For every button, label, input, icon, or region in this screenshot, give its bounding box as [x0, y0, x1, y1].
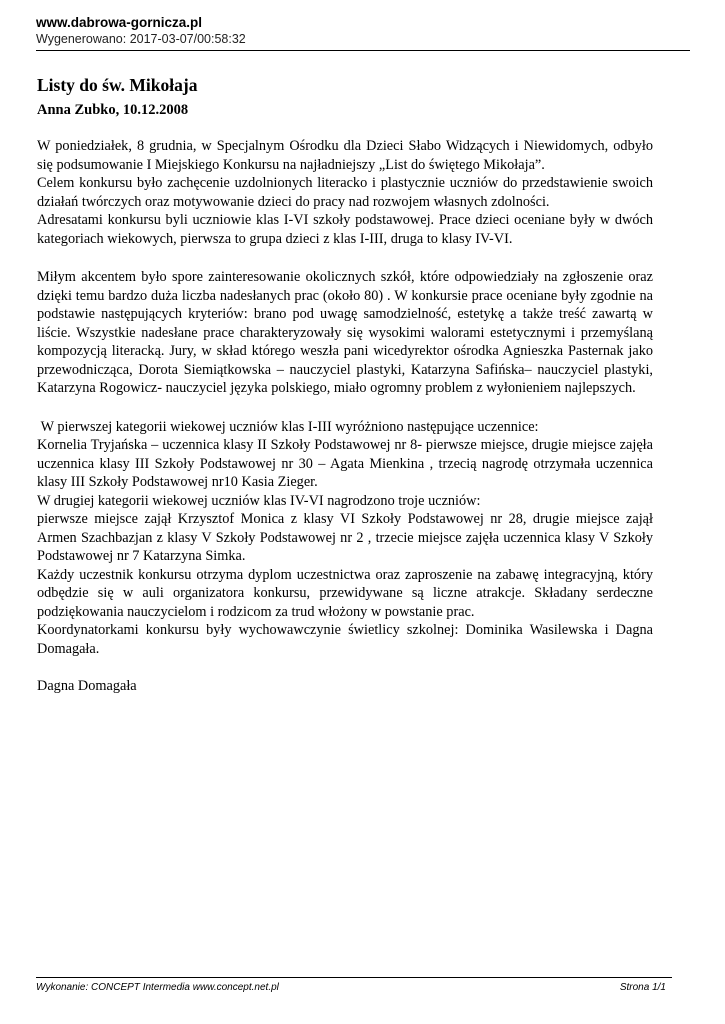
site-url: www.dabrowa-gornicza.pl — [36, 15, 203, 30]
paragraph: Kornelia Tryjańska – uczennica klasy II Szkoły Podstawowej nr 8- pierwsze miejsce, drugie miejsce zajęła uczennica klasy III Szkoły Podstawowej nr 30 – Agata Mienkina , trzecią nagrodę otrzymała uczennica klasy III Szkoły Podstawowej nr10 Kasia Zieger. — [37, 437, 653, 490]
article-block-results — [37, 418, 653, 659]
footer-divider — [36, 977, 672, 978]
paragraph: Koordynatorkami konkursu były wychowawczynie świetlicy szkolnej: Dominika Wasilewska i Dagna Domagała. — [37, 622, 653, 657]
page-number: Strona 1/1 — [619, 982, 666, 993]
paragraph: Adresatami konkursu byli uczniowie klas I-VI szkoły podstawowej. Prace dzieci oceniane były w dwóch kategoriach wiekowych, pierwsza to grupa dzieci z klas I-III, druga to klasy IV-VI. — [37, 212, 653, 247]
paragraph: W pierwszej kategorii wiekowej uczniów klas I-III wyróżniono następujące uczennice: — [37, 418, 539, 435]
paragraph: W poniedziałek, 8 grudnia, w Specjalnym Ośrodku dla Dzieci Słabo Widzących i Niewidomych, odbyło się podsumowanie I Miejskiego Konkursu na najładniejszy „List do świętego Mikołaja”. — [37, 138, 653, 173]
article — [37, 74, 653, 696]
generated-timestamp: Wygenerowano: 2017-03-07/00:58:32 — [36, 32, 246, 46]
page-header — [36, 14, 690, 47]
paragraph: pierwsze miejsce zajął Krzysztof Monica z klasy VI Szkoły Podstawowej nr 28, drugie miejsce zajął Armen Szachbazjan z klasy V Szkoły Podstawowej nr 2 , trzecie miejsce zajęła uczennica klasy V Szkoły Podstawowej nr 7 Katarzyna Simka. — [37, 511, 653, 564]
article-block-jury — [37, 268, 653, 398]
page-footer — [36, 981, 666, 994]
article-title: Listy do św. Mikołaja — [37, 75, 198, 95]
paragraph: Każdy uczestnik konkursu otrzyma dyplom uczestnictwa oraz zaproszenie na zabawę integracyjną, który odbędzie się w auli organizatora konkursu, przewidywane są liczne atrakcje. Składany serdeczne podziękowania nauczycielom i rodzicom za trud włożony w powstanie prac. — [37, 566, 653, 620]
footer-credit: Wykonanie: CONCEPT Intermedia www.concept.net.pl — [36, 982, 279, 993]
article-signature: Dagna Domagała — [37, 678, 137, 694]
header-divider — [36, 50, 690, 51]
paragraph: Celem konkursu było zachęcenie uzdolnionych literacko i plastycznie uczniów do przedstawienie swoich działań twórczych oraz motywowanie dzieci do pracy nad rozwojem własnych zdolności. — [37, 175, 653, 210]
paragraph: Miłym akcentem było spore zainteresowanie okolicznych szkół, które odpowiedziały na zgłoszenie oraz dzięki temu bardzo duża liczba nadesłanych prac (około 80) . W konkursie prace oceniane były zgodnie na podstawie następujących kryteriów: brano pod uwagę samodzielność, estetykę a także treść zawartą w liście. Wszystkie nadesłane prace charakteryzowały się wysokimi walorami estetycznymi i przemyślaną kompozycją literacką. Jury, w skład którego weszła pani wicedyrektor ośrodka Agnieszka Pasternak jako przewodnicząca, Dorota Siemiątkowska – nauczyciel plastyki, Katarzyna Safińska– nauczyciel plastyki, Katarzyna Rogowicz- nauczyciel języka polskiego, miało ogromny problem z wyłonieniem najlepszych. — [37, 269, 653, 396]
paragraph: W drugiej kategorii wiekowej uczniów klas IV-VI nagrodzono troje uczniów: — [37, 492, 481, 509]
article-block-intro — [37, 137, 653, 248]
article-author-date: Anna Zubko, 10.12.2008 — [37, 102, 189, 118]
